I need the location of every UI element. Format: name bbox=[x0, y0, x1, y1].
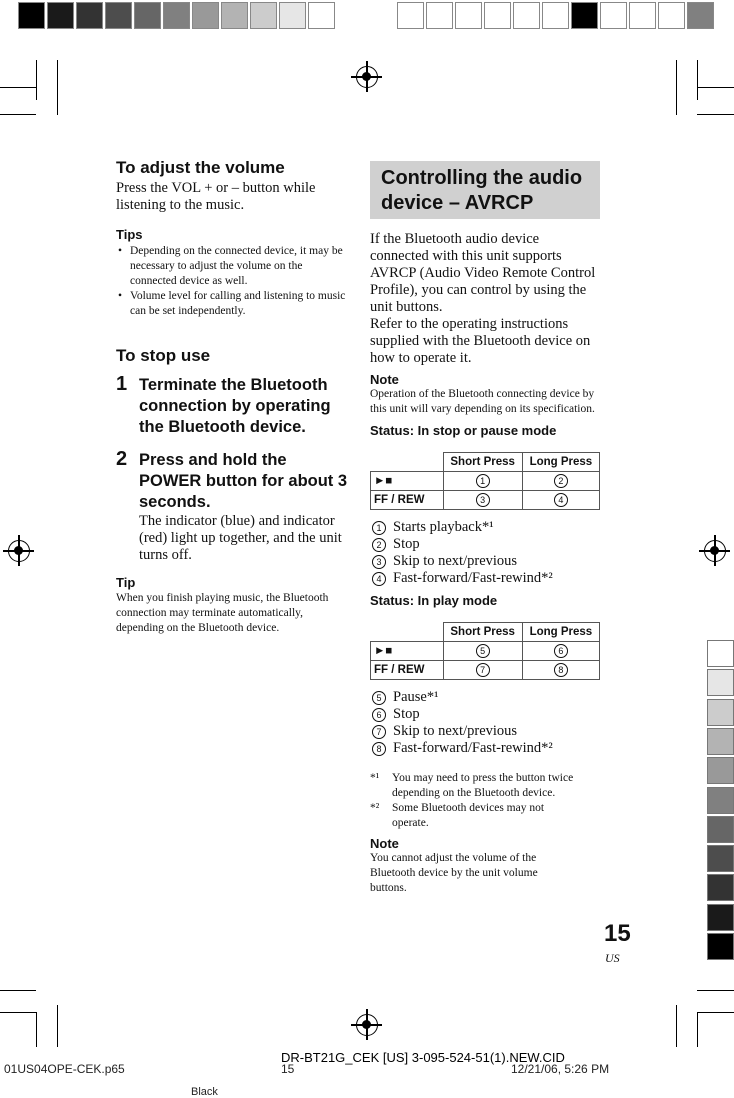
status-stop-heading: Status: In stop or pause mode bbox=[370, 423, 557, 438]
crop-mark bbox=[697, 1012, 698, 1047]
list-item bbox=[370, 570, 600, 587]
right-column bbox=[370, 161, 600, 896]
callout-number: 6 bbox=[372, 708, 386, 722]
registration-mark bbox=[356, 1014, 378, 1036]
color-swatch bbox=[658, 2, 685, 29]
crop-mark bbox=[676, 1005, 677, 1047]
volume-text: Press the VOL + or – button while listening to the music. bbox=[116, 180, 316, 213]
footer-datetime: 12/21/06, 5:26 PM bbox=[511, 1062, 610, 1076]
footnote bbox=[370, 771, 575, 801]
color-swatch bbox=[76, 2, 103, 29]
footnote bbox=[370, 801, 575, 831]
color-bar-right bbox=[397, 2, 716, 29]
side-gray-swatch bbox=[707, 816, 734, 843]
callout-number: 2 bbox=[554, 474, 568, 488]
row-ff-rew: FF / REW bbox=[371, 661, 444, 680]
color-swatch bbox=[250, 2, 277, 29]
step-2-detail: The indicator (blue) and indicator (red) light up together, and the unit turns off. bbox=[139, 513, 342, 563]
footer-doc-id: DR-BT21G_CEK [US] 3-095-524-51(1).NEW.CID bbox=[281, 1050, 565, 1065]
registration-mark bbox=[8, 540, 30, 562]
side-gray-swatch bbox=[707, 699, 734, 726]
intro-text-2: Refer to the operating instructions supplied with the Bluetooth device on how to operate it. bbox=[370, 316, 591, 366]
footnotes bbox=[370, 771, 575, 831]
function-text: Skip to next/previous bbox=[393, 723, 518, 739]
footnote-text: Some Bluetooth devices may not operate. bbox=[392, 802, 545, 829]
section-title-box bbox=[370, 161, 600, 219]
left-column bbox=[116, 158, 348, 636]
note2-text: You cannot adjust the volume of the Bluetooth device by the unit volume buttons. bbox=[370, 852, 538, 894]
crop-mark bbox=[697, 60, 698, 100]
note2-heading: Note bbox=[370, 836, 399, 851]
callout-number: 6 bbox=[554, 644, 568, 658]
callout-number: 5 bbox=[476, 644, 490, 658]
row-play-stop: ►■ bbox=[371, 472, 444, 491]
callout-number: 3 bbox=[476, 493, 490, 507]
table-corner bbox=[371, 623, 444, 642]
step-number: 1 bbox=[116, 373, 128, 395]
color-swatch bbox=[221, 2, 248, 29]
tip-item: • Depending on the connected device, it may be necessary to adjust the volume on the connected device as well. bbox=[116, 244, 348, 289]
callout-number: 1 bbox=[372, 521, 386, 535]
callout-number: 5 bbox=[372, 691, 386, 705]
side-gray-swatch bbox=[707, 787, 734, 814]
step-number: 2 bbox=[116, 448, 128, 470]
color-swatch bbox=[18, 2, 45, 29]
row-play-stop: ►■ bbox=[371, 642, 444, 661]
color-swatch bbox=[134, 2, 161, 29]
callout-number: 1 bbox=[476, 474, 490, 488]
col-short-press: Short Press bbox=[443, 453, 522, 472]
callout-number: 4 bbox=[372, 572, 386, 586]
color-swatch bbox=[513, 2, 540, 29]
crop-mark bbox=[697, 87, 734, 88]
function-text: Starts playback*¹ bbox=[393, 519, 494, 535]
side-gray-swatch bbox=[707, 728, 734, 755]
footer-color-label: Black bbox=[191, 1086, 218, 1098]
crop-mark bbox=[697, 990, 734, 991]
status-play-heading: Status: In play mode bbox=[370, 593, 498, 608]
color-swatch bbox=[308, 2, 335, 29]
callout-number: 8 bbox=[372, 742, 386, 756]
crop-mark bbox=[0, 87, 36, 88]
function-text: Stop bbox=[393, 706, 420, 722]
table-corner bbox=[371, 453, 444, 472]
crop-mark bbox=[0, 1012, 36, 1013]
page-region: US bbox=[605, 951, 620, 965]
crop-mark bbox=[36, 60, 37, 100]
footer-page: 15 bbox=[281, 1062, 295, 1076]
function-text: Stop bbox=[393, 536, 420, 552]
list-item bbox=[370, 536, 600, 553]
list-item bbox=[370, 706, 600, 723]
col-long-press: Long Press bbox=[522, 623, 599, 642]
function-text: Fast-forward/Fast-rewind*² bbox=[393, 740, 553, 756]
section-title-line1: Controlling the audio bbox=[381, 167, 583, 189]
tips-heading: Tips bbox=[116, 227, 143, 242]
tips-list bbox=[116, 244, 348, 319]
list-item bbox=[370, 553, 600, 570]
registration-mark bbox=[704, 540, 726, 562]
list-item bbox=[370, 519, 600, 536]
step-2 bbox=[116, 450, 348, 564]
color-swatch bbox=[105, 2, 132, 29]
step-1 bbox=[116, 375, 348, 438]
tip-text: When you finish playing music, the Bluetooth connection may terminate automatically, depending on the Bluetooth device. bbox=[116, 592, 329, 634]
list-item bbox=[370, 689, 600, 706]
list-item bbox=[370, 740, 600, 757]
side-gray-swatch bbox=[707, 845, 734, 872]
col-short-press: Short Press bbox=[443, 623, 522, 642]
tip-heading: Tip bbox=[116, 575, 136, 590]
color-swatch bbox=[47, 2, 74, 29]
stop-heading: To stop use bbox=[116, 346, 211, 365]
registration-mark bbox=[356, 66, 378, 88]
crop-mark bbox=[676, 60, 677, 115]
function-text: Pause*¹ bbox=[393, 689, 439, 705]
col-long-press: Long Press bbox=[522, 453, 599, 472]
callout-number: 7 bbox=[372, 725, 386, 739]
play-function-list bbox=[370, 689, 600, 757]
color-swatch bbox=[687, 2, 714, 29]
step-2-text: Press and hold the POWER button for about 3 seconds. bbox=[139, 451, 348, 511]
section-title-line2: device – AVRCP bbox=[381, 192, 534, 214]
color-swatch bbox=[629, 2, 656, 29]
page-number: 15 bbox=[604, 920, 631, 947]
footer-file: 01US04OPE-CEK.p65 bbox=[4, 1062, 125, 1076]
footnote-mark: *¹ bbox=[370, 772, 380, 784]
crop-mark bbox=[36, 1012, 37, 1047]
footnote-text: You may need to press the button twice depending on the Bluetooth device. bbox=[392, 772, 574, 799]
callout-number: 3 bbox=[372, 555, 386, 569]
row-ff-rew: FF / REW bbox=[371, 491, 444, 510]
tip-item: • Volume level for calling and listening to music can be set independently. bbox=[116, 289, 348, 319]
crop-mark bbox=[57, 60, 58, 115]
side-gray-swatch bbox=[707, 874, 734, 901]
color-swatch bbox=[484, 2, 511, 29]
color-swatch bbox=[600, 2, 627, 29]
list-item bbox=[370, 723, 600, 740]
color-swatch bbox=[192, 2, 219, 29]
color-swatch bbox=[397, 2, 424, 29]
color-swatch bbox=[163, 2, 190, 29]
stop-function-list bbox=[370, 519, 600, 587]
side-gray-swatch bbox=[707, 640, 734, 667]
function-text: Fast-forward/Fast-rewind*² bbox=[393, 570, 553, 586]
crop-mark bbox=[697, 114, 734, 115]
crop-mark bbox=[697, 1012, 734, 1013]
color-swatch bbox=[279, 2, 306, 29]
play-mode-table bbox=[370, 622, 600, 680]
color-swatch bbox=[571, 2, 598, 29]
volume-heading: To adjust the volume bbox=[116, 158, 285, 177]
callout-number: 8 bbox=[554, 663, 568, 677]
callout-number: 2 bbox=[372, 538, 386, 552]
note-text: Operation of the Bluetooth connecting device by this unit will vary depending on its specification. bbox=[370, 388, 595, 415]
color-swatch bbox=[542, 2, 569, 29]
crop-mark bbox=[0, 990, 36, 991]
note-heading: Note bbox=[370, 372, 399, 387]
side-gray-swatch bbox=[707, 669, 734, 696]
function-text: Skip to next/previous bbox=[393, 553, 518, 569]
intro-text-1: If the Bluetooth audio device connected with this unit supports AVRCP (Audio Video Remote Control Profile), you can control by using the unit buttons. bbox=[370, 231, 596, 315]
color-swatch bbox=[426, 2, 453, 29]
side-gray-swatch bbox=[707, 757, 734, 784]
stop-mode-table bbox=[370, 452, 600, 510]
gray-scale-bar bbox=[18, 2, 337, 29]
side-gray-swatch bbox=[707, 933, 734, 960]
callout-number: 4 bbox=[554, 493, 568, 507]
callout-number: 7 bbox=[476, 663, 490, 677]
crop-mark bbox=[57, 1005, 58, 1047]
crop-mark bbox=[0, 114, 36, 115]
step-1-text: Terminate the Bluetooth connection by operating the Bluetooth device. bbox=[139, 376, 331, 436]
footnote-mark: *² bbox=[370, 802, 380, 814]
color-swatch bbox=[455, 2, 482, 29]
side-gray-swatch bbox=[707, 904, 734, 931]
